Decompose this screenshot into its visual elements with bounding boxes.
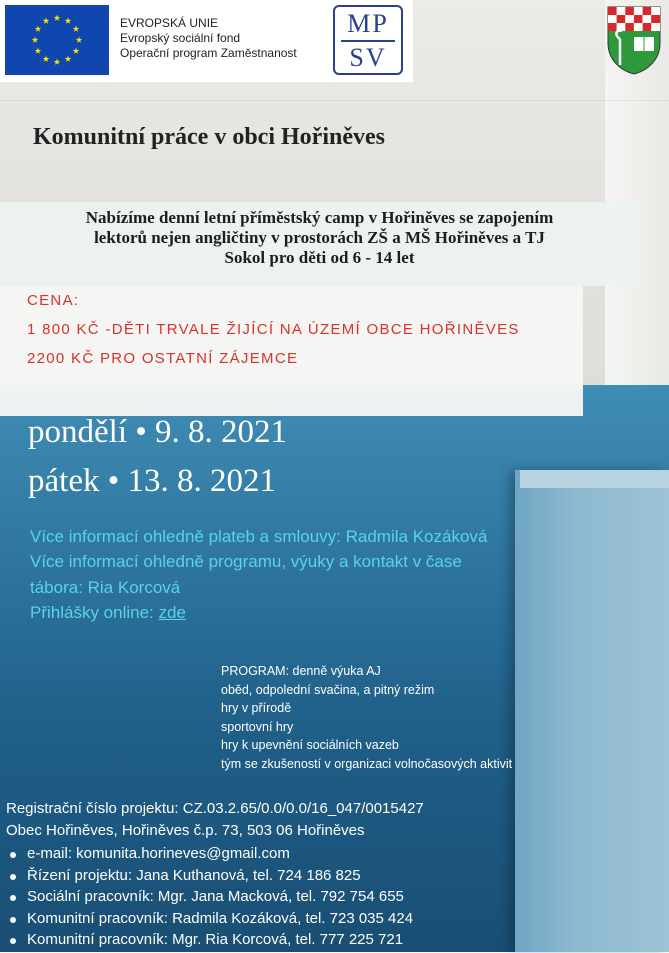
- contact-text: Komunitní pracovník: Mgr. Ria Korcová, tel. 777 225 721: [27, 931, 404, 948]
- eu-star-icon: [43, 18, 49, 24]
- signup-line: [30, 603, 186, 623]
- eu-star-icon: [65, 18, 71, 24]
- eu-flag-logo: [5, 5, 109, 75]
- address: Obec Hořiněves, Hořiněves č.p. 73, 503 06 Hořiněves: [6, 822, 365, 839]
- price-label: CENA:: [27, 292, 80, 309]
- logo-header: [0, 0, 413, 82]
- signup-link[interactable]: zde: [158, 603, 186, 622]
- bullet-icon: [10, 852, 16, 858]
- eu-stars-icon: [5, 5, 109, 75]
- program-list: [221, 662, 512, 773]
- bullet-icon: [10, 938, 16, 944]
- contact-text: Řízení projektu: Jana Kuthanová, tel. 724 186 825: [27, 866, 361, 884]
- program-item: sportovní hry: [221, 719, 294, 734]
- program-info-contact: tábora: Ria Korcová: [30, 578, 181, 597]
- contact-social-worker: [0, 888, 413, 910]
- contact-community-worker: [0, 931, 413, 953]
- eu-star-icon: [43, 56, 49, 62]
- mpsv-logo: [333, 5, 403, 75]
- start-date: pondělí • 9. 8. 2021: [28, 414, 288, 450]
- contact-community-worker: [0, 910, 413, 932]
- eu-star-icon: [35, 26, 41, 32]
- program-item: tým se zkušeností v organizaci volnočasových aktivit: [221, 756, 513, 771]
- eu-star-icon: [35, 48, 41, 54]
- eu-star-icon: [54, 15, 60, 21]
- bullet-icon: [10, 917, 16, 923]
- offer-line: Sokol pro děti od 6 - 14 let: [224, 248, 415, 267]
- eu-star-icon: [76, 37, 82, 43]
- offer-line: Nabízíme denní letní příměstský camp v Hořiněves se zapojením: [85, 208, 554, 227]
- contact-text: Komunitní pracovník: Radmila Kozáková, tel. 723 035 424: [27, 909, 414, 927]
- program-item: oběd, odpolední svačina, a pitný režim: [221, 682, 435, 697]
- signup-label: Přihlášky online:: [30, 603, 159, 622]
- bullet-icon: [10, 874, 16, 880]
- price-local: 1 800 KČ -DĚTI TRVALE ŽIJÍCÍ NA ÚZEMÍ OBCE HOŘINĚVES: [27, 321, 520, 338]
- mpsv-logo-top: MP: [347, 9, 389, 38]
- program-item: hry k upevnění sociálních vazeb: [221, 738, 399, 752]
- concrete-pillar: [515, 470, 669, 952]
- eu-union-label: EVROPSKÁ UNIE: [120, 16, 219, 30]
- registration-number: Registrační číslo projektu: CZ.03.2.65/0.0/0.0/16_047/0015427: [6, 800, 424, 817]
- end-date: pátek • 13. 8. 2021: [28, 463, 277, 499]
- concrete-pillar-top: [520, 470, 669, 488]
- program-item: hry v přírodě: [221, 701, 292, 715]
- contact-text: Sociální pracovník: Mgr. Jana Macková, tel. 792 754 655: [27, 888, 404, 905]
- eu-star-icon: [65, 56, 71, 62]
- program-item: PROGRAM: denně výuka AJ: [221, 664, 381, 678]
- contact-project-manager: [0, 867, 413, 889]
- offer-line: lektorů nejen angličtiny v prostorách ZŠ a MŠ Hořiněves a TJ: [94, 228, 545, 247]
- price-others: 2200 KČ PRO OSTATNÍ ZÁJEMCE: [27, 350, 299, 367]
- payment-info: Více informací ohledně plateb a smlouvy: Radmila Kozáková: [30, 527, 488, 546]
- eu-star-icon: [32, 37, 38, 43]
- contact-text: e-mail: komunita.horineves@gmail.com: [27, 845, 290, 862]
- eu-fund-text: [120, 16, 297, 61]
- eu-star-icon: [54, 59, 60, 65]
- contact-email: [0, 845, 413, 867]
- esf-label: Evropský sociální fond: [120, 31, 241, 45]
- eu-star-icon: [73, 26, 79, 32]
- mpsv-logo-bottom: SV: [349, 43, 387, 72]
- contact-list: [0, 845, 413, 953]
- op-label: Operační program Zaměstnanost: [120, 46, 297, 60]
- wall-texture: [0, 100, 669, 101]
- bullet-icon: [10, 895, 16, 901]
- municipal-crest-icon: [606, 5, 662, 75]
- mpsv-logo-divider: [341, 40, 395, 42]
- eu-star-icon: [73, 48, 79, 54]
- page-title: Komunitní práce v obci Hořiněves: [33, 124, 385, 150]
- offer-text: [12, 208, 627, 268]
- program-info: Více informací ohledně programu, výuky a kontakt v čase: [30, 552, 462, 571]
